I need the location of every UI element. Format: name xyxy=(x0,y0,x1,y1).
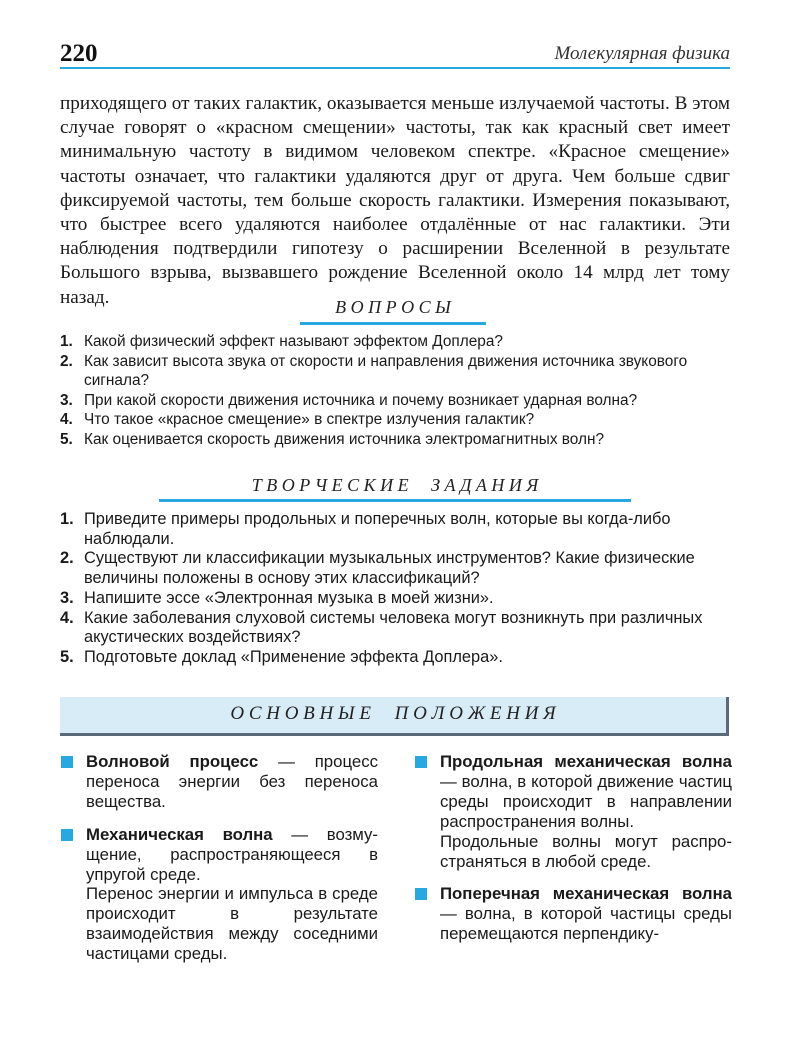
item-number: 4. xyxy=(60,608,74,627)
summary-title: О С Н О В Н Ы Е П О Л О Ж Е Н И Я xyxy=(230,703,556,724)
questions-title: В О П Р О С Ы xyxy=(335,297,451,317)
item-number: 3. xyxy=(60,588,74,607)
definition-text: — волна, в которой движение частиц среды происходит в направлении распространения волны. xyxy=(440,771,732,831)
item-text: Подготовьте доклад «Применение эффекта Доплера». xyxy=(84,647,503,666)
definition-item xyxy=(60,825,378,964)
item-text: Как зависит высота звука от скорости и направления движения источника звукового сигнала? xyxy=(84,352,688,389)
definition-item xyxy=(414,884,732,944)
definition-extra: Перенос энергии и импульса в среде происходит в результате взаимодействия между соседними частицами среды. xyxy=(86,884,378,964)
list-item xyxy=(60,332,728,352)
item-number: 5. xyxy=(60,430,73,448)
header-rule xyxy=(60,67,730,69)
definition-term: Волновой процесс xyxy=(86,752,259,771)
item-number: 1. xyxy=(60,510,74,528)
page-header xyxy=(60,40,730,68)
tasks-list xyxy=(60,510,732,668)
body-paragraph: приходящего от таких галактик, оказывается меньше излучаемой частоты. В этом случае говорят о «красном смещении» частоты, так как красный свет имеет минимальную частоту в видимом человеком спектре. «Красное смещение» частоты означает, что галактики удаляются друг от друга. Чем больше сдвиг фиксируемой частоты, тем больше скорость галактики. Измерения показывают, что быстрее всего удаляются наиболее отдалённые от нас галактики. Эти наблюдения подтвердили гипотезу о расширении Вселенной в результате Большого взрыва, вызвавшего рождение Вселенной около 14 млрд лет тому назад. xyxy=(60,93,730,308)
questions-title-rule xyxy=(300,322,486,325)
definition-term: Продольная механическая волна xyxy=(440,752,732,771)
definition-text: — волна, в которой частицы среды перемещаются перпендику- xyxy=(440,904,732,944)
list-item xyxy=(60,648,732,668)
item-number: 3. xyxy=(60,391,73,409)
item-text: Существуют ли классификации музыкальных инструментов? Какие физические величины положены в основу этих классификаций? xyxy=(84,549,695,588)
definition-item xyxy=(60,752,378,812)
item-text: Как оценивается скорость движения источника электромагнитных волн? xyxy=(84,430,605,448)
list-item xyxy=(60,430,728,450)
bullet-square-icon xyxy=(61,756,73,768)
running-head: Молекулярная физика xyxy=(554,43,730,64)
summary-left-column xyxy=(60,752,378,977)
definition-text: — возмущение, распространяющееся в упругой среде. xyxy=(86,824,379,884)
list-item xyxy=(60,589,732,609)
list-item xyxy=(60,549,732,588)
item-text: При какой скорости движения источника и почему возникает ударная волна? xyxy=(84,391,638,409)
definition-extra: Продольные волны могут распространяться в любой среде. xyxy=(440,831,732,871)
bullet-square-icon xyxy=(415,756,427,768)
item-number: 2. xyxy=(60,352,73,370)
item-text: Что такое «красное смещение» в спектре излучения галактик? xyxy=(84,411,535,428)
definition-term: Механическая волна xyxy=(86,824,273,844)
tasks-title: Т В О Р Ч Е С К И Е З А Д А Н И Я xyxy=(251,475,539,495)
item-number: 5. xyxy=(60,647,74,666)
item-text: Приведите примеры продольных и поперечных волн, которые вы когда-либо наблюдали. xyxy=(84,510,671,548)
bullet-square-icon xyxy=(61,829,73,841)
list-item xyxy=(60,352,728,391)
questions-list xyxy=(60,332,728,449)
summary-right-column xyxy=(414,752,732,957)
definition-term: Поперечная механическая волна xyxy=(440,884,732,904)
list-item xyxy=(60,609,732,648)
item-text: Какой физический эффект называют эффектом Доплера? xyxy=(84,333,503,350)
definition-text: — процесс переноса энергии без переноса вещества. xyxy=(86,752,378,811)
item-number: 1. xyxy=(60,333,73,350)
list-item xyxy=(60,391,728,411)
list-item xyxy=(60,410,728,430)
page-number: 220 xyxy=(60,40,98,67)
bullet-square-icon xyxy=(415,888,427,900)
item-text: Какие заболевания слуховой системы человека могут возникнуть при различных акустических воздействиях? xyxy=(84,608,703,647)
item-text: Напишите эссе «Электронная музыка в моей жизни». xyxy=(84,588,494,607)
item-number: 2. xyxy=(60,549,74,568)
definition-item xyxy=(414,752,732,871)
list-item xyxy=(60,510,732,549)
tasks-title-rule xyxy=(159,499,631,502)
item-number: 4. xyxy=(60,411,73,428)
